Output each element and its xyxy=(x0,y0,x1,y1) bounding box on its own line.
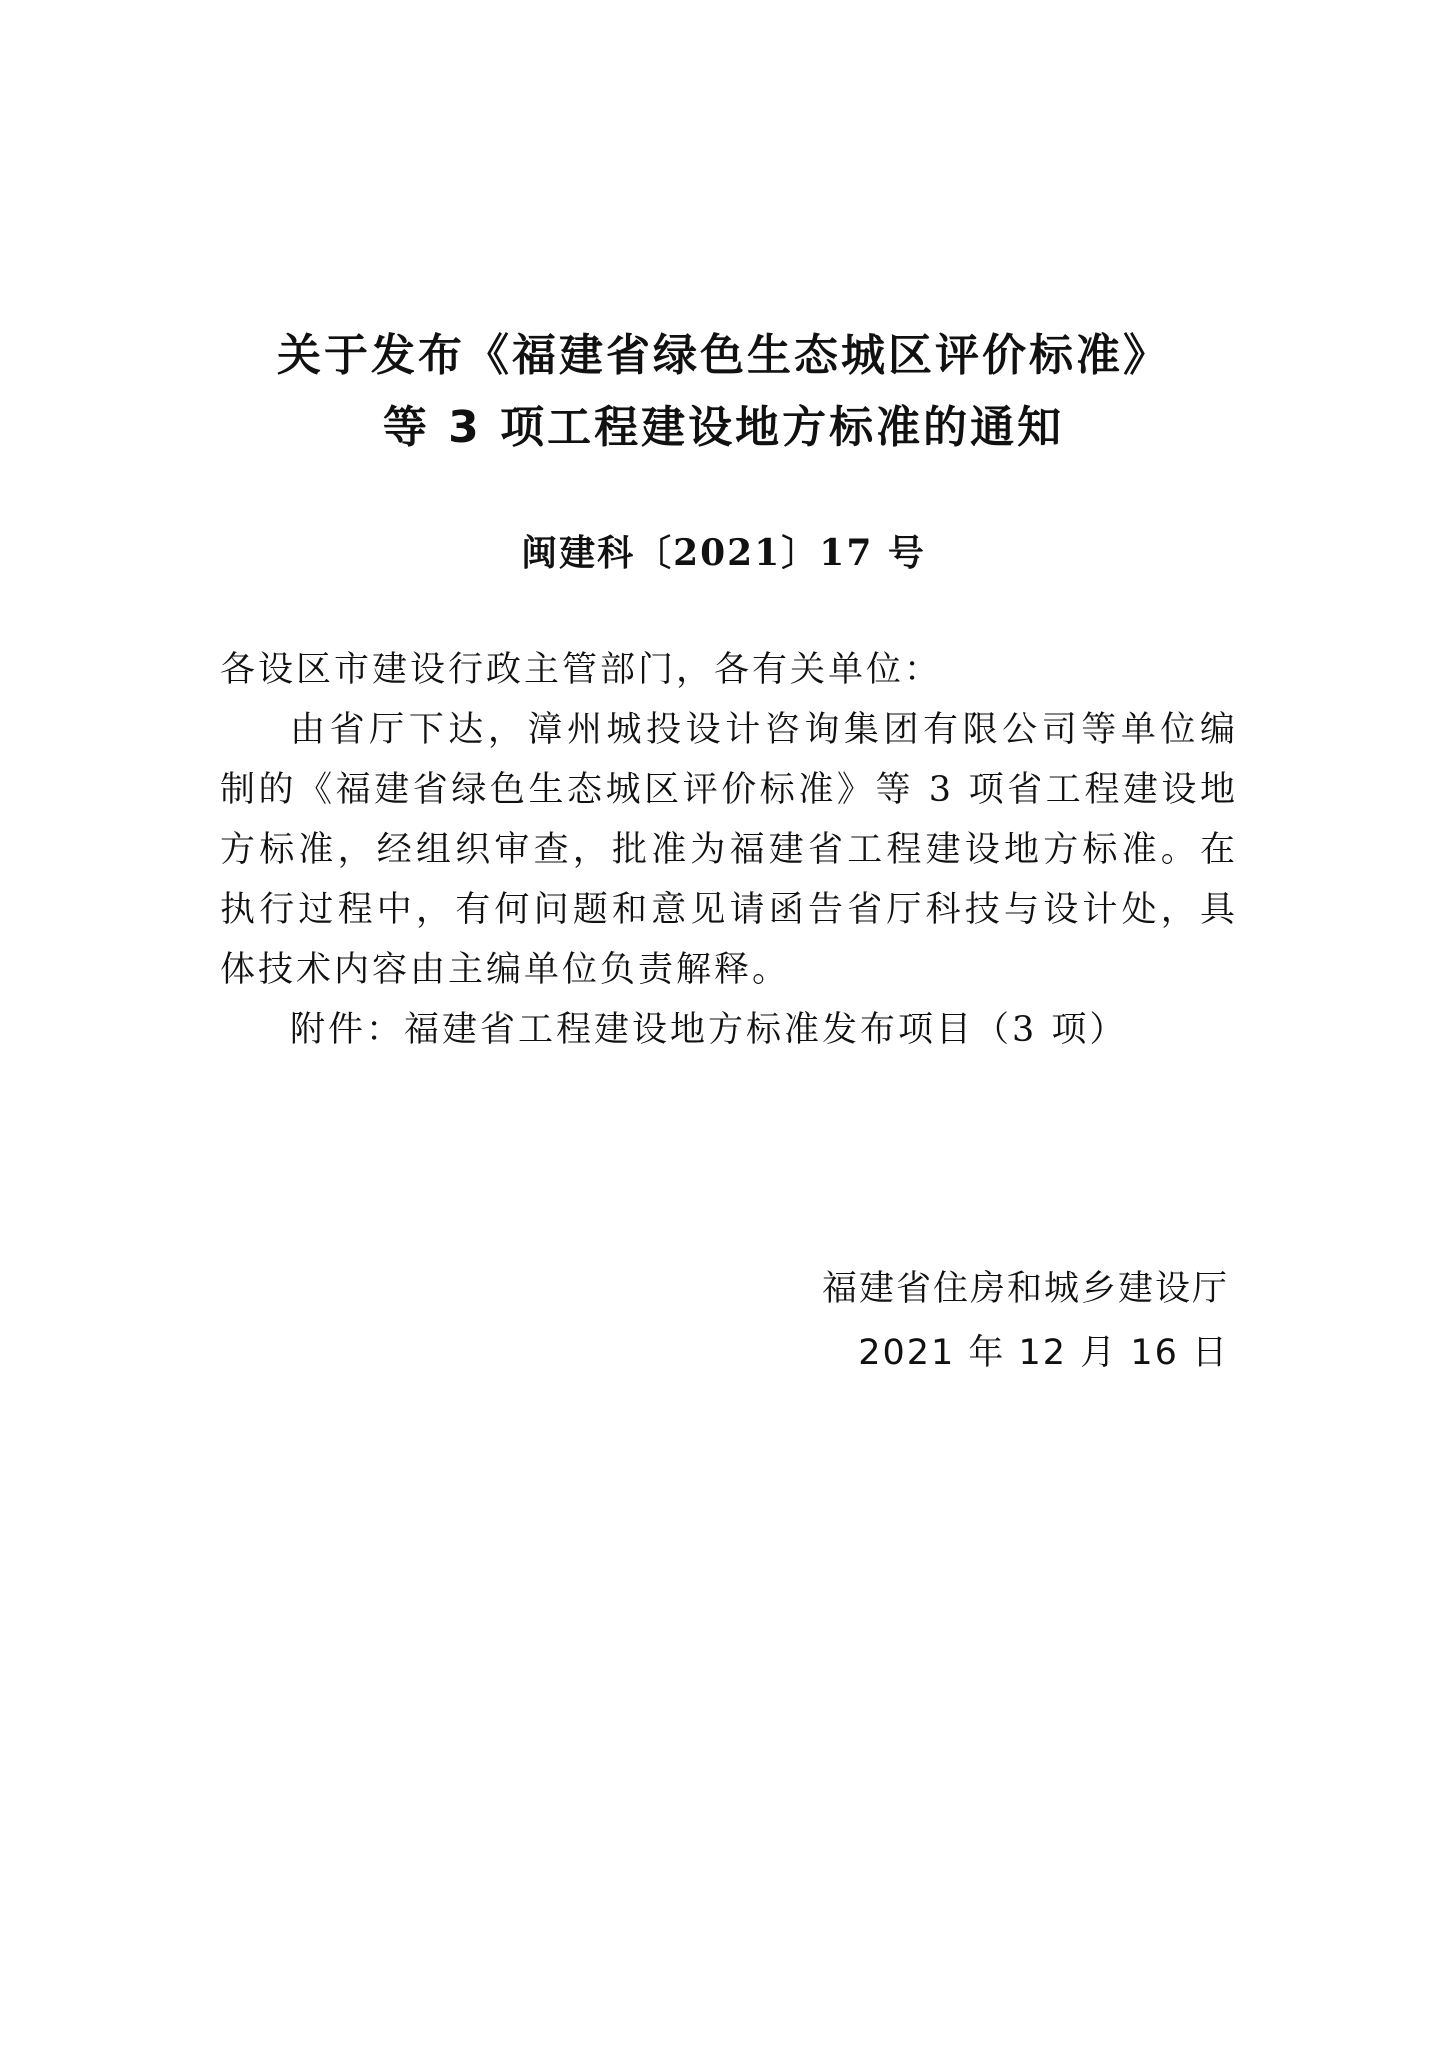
body-paragraph: 由省厅下达，漳州城投设计咨询集团有限公司等单位编制的《福建省绿色生态城区评价标准》等 3 项省工程建设地方标准，经组织审查，批准为福建省工程建设地方标准。在执行过程中，有何问题和意见请函告省厅科技与设计处，具体技术内容由主编单位负责解释。 xyxy=(220,710,1238,990)
document-number: 闽建科〔2021〕17 号 xyxy=(521,532,926,574)
issue-date: 2021 年 12 月 16 日 xyxy=(858,1333,1229,1373)
addressee: 各设区市建设行政主管部门，各有关单位： xyxy=(220,650,943,690)
document-body xyxy=(220,640,1238,1060)
attachment-note: 附件：福建省工程建设地方标准发布项目（3 项） xyxy=(290,1010,1128,1050)
document-title-line-1: 关于发布《福建省绿色生态城区评价标准》 xyxy=(277,330,1170,381)
document-title-line-2: 等 3 项工程建设地方标准的通知 xyxy=(382,402,1065,453)
issuing-authority: 福建省住房和城乡建设厅 xyxy=(821,1269,1229,1309)
